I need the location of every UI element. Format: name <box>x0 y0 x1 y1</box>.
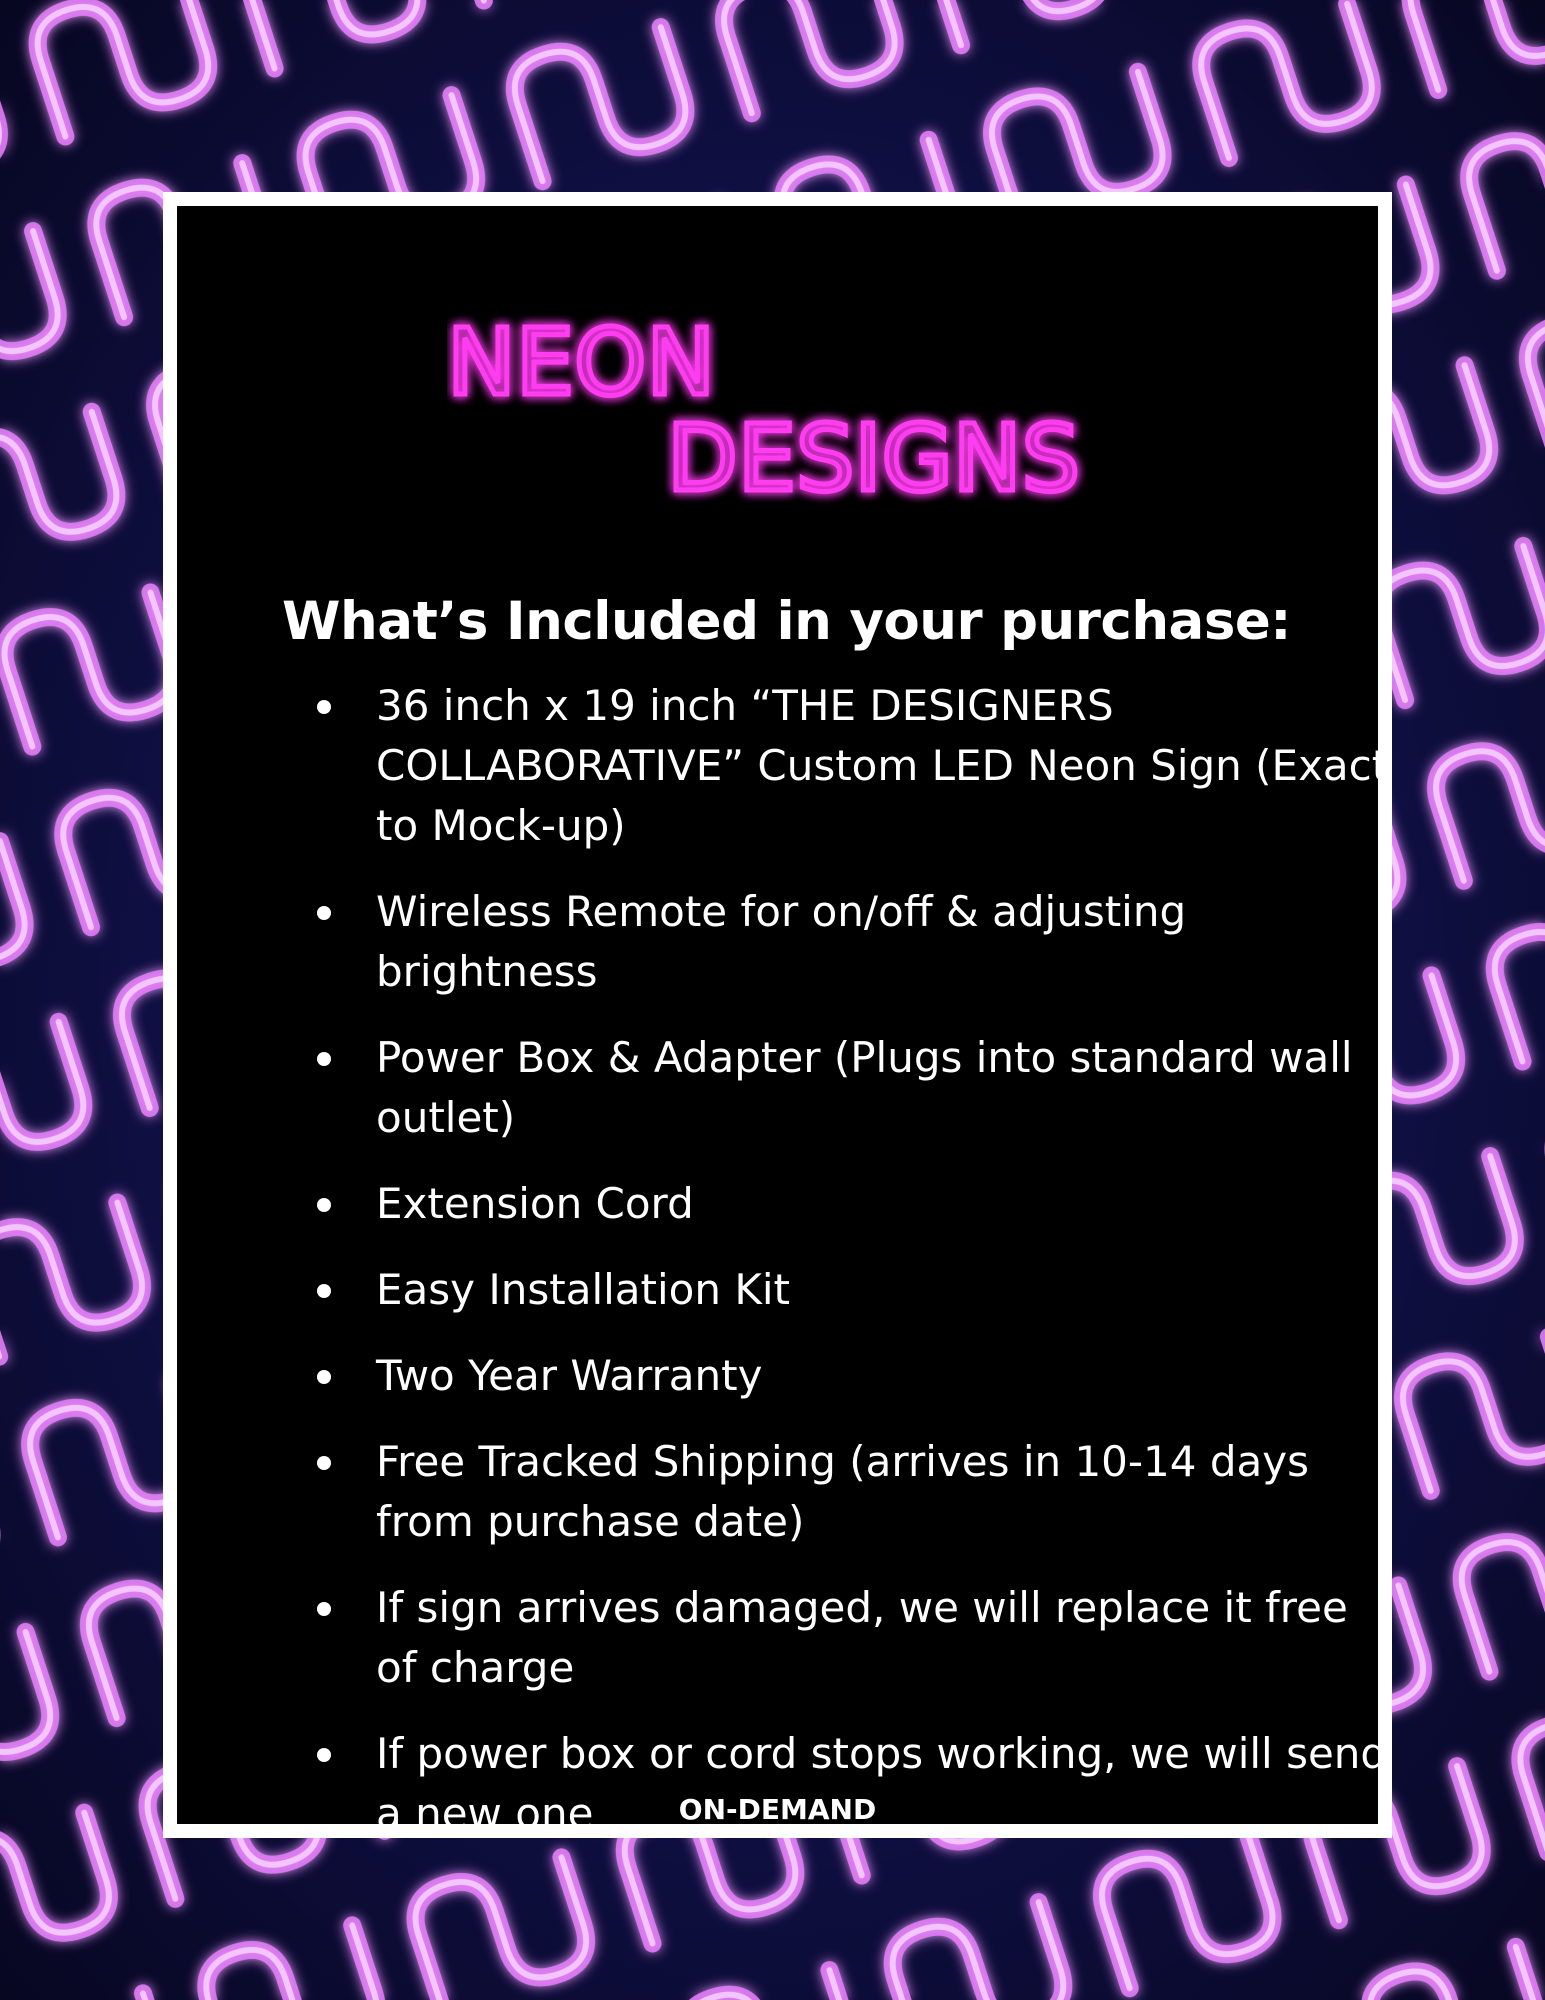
bullet-icon <box>317 1052 331 1066</box>
list-item-text: Power Box & Adapter (Plugs into standard wall outlet) <box>376 1033 1353 1142</box>
list-item <box>252 1028 1392 1148</box>
list-item-text: If power box or cord stops working, we will send a new one <box>376 1729 1388 1838</box>
bullet-icon <box>317 1370 331 1384</box>
list-item-text: If sign arrives damaged, we will replace it free of charge <box>376 1583 1348 1692</box>
bullet-icon <box>317 906 331 920</box>
bullet-icon <box>317 1456 331 1470</box>
list-item <box>252 1578 1392 1698</box>
list-item-text: 36 inch x 19 inch “THE DESIGNERS COLLABORATIVE” Custom LED Neon Sign (Exact to Mock-up) <box>376 681 1389 850</box>
list-item <box>252 882 1392 1002</box>
content-card-inner <box>177 206 1389 1838</box>
content-card <box>163 192 1392 1838</box>
neon-designs-logo <box>447 294 1157 514</box>
list-item <box>252 1346 1392 1406</box>
list-item <box>252 1174 1392 1234</box>
list-item <box>252 1724 1392 1844</box>
on-demand-label: ON-DEMAND <box>678 1793 877 1826</box>
section-heading: What’s Included in your purchase: <box>282 591 1292 652</box>
list-item <box>252 676 1392 856</box>
included-items-list <box>252 676 1392 1870</box>
list-item <box>252 1432 1392 1552</box>
list-item-text: Wireless Remote for on/off & adjusting brightness <box>376 887 1187 996</box>
list-item <box>252 1260 1392 1320</box>
bullet-icon <box>317 700 331 714</box>
logo-word-neon: NEON <box>447 309 716 416</box>
list-item-text: Extension Cord <box>376 1179 694 1228</box>
bullet-icon <box>317 1748 331 1762</box>
bullet-icon <box>317 1284 331 1298</box>
logo-word-designs: DESIGNS <box>667 405 1081 512</box>
bullet-icon <box>317 1602 331 1616</box>
list-item-text: Free Tracked Shipping (arrives in 10-14 days from purchase date) <box>376 1437 1309 1546</box>
bullet-icon <box>317 1198 331 1212</box>
list-item-text: Two Year Warranty <box>376 1351 763 1400</box>
list-item-text: Easy Installation Kit <box>376 1265 791 1314</box>
